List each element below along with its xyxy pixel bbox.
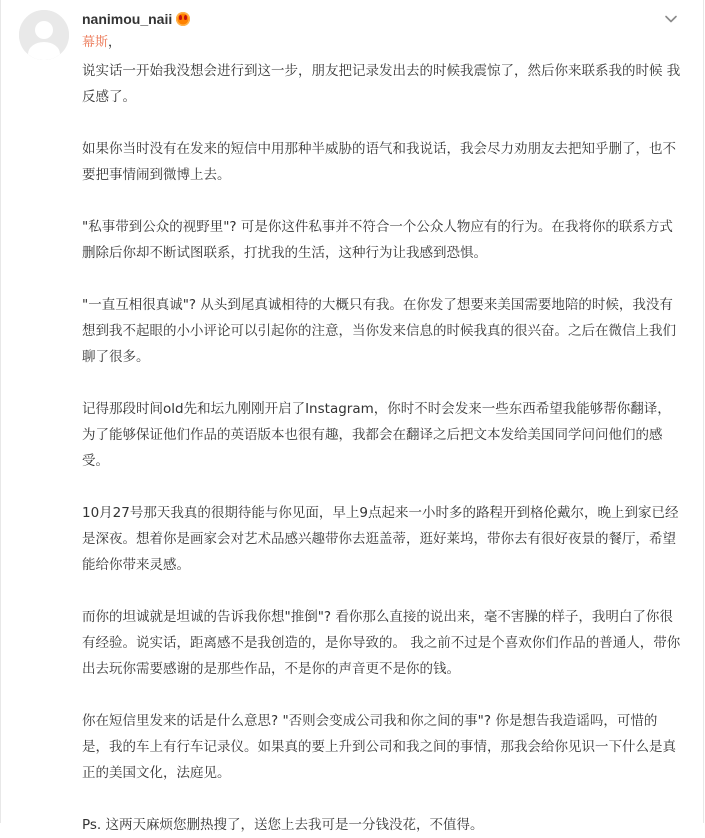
vip-crown-icon xyxy=(176,12,190,26)
comment-paragraph: 而你的坦诚就是坦诚的告诉我你想"推倒"? 看你那么直接的说出来，毫不害臊的样子，我明白了你很有经验。说实话，距离感不是我创造的，是你导致的。 我之前不过是个喜欢你们作品的普通人，带你出去玩你需要感谢的是那些作品，不是你的声音更不是你的钱。 xyxy=(82,609,681,677)
comment-body xyxy=(82,58,682,838)
comment-paragraph: 10月27号那天我真的很期待能与你见面，早上9点起来一小时多的路程开到格伦戴尔，晚上到家已经是深夜。想着你是画家会对艺术品感兴趣带你去逛盖蒂，逛好莱坞，带你去有很好夜景的餐厅，希望能给你带来灵感。 xyxy=(82,505,679,573)
username-link[interactable]: nanimou_naii xyxy=(82,11,173,27)
comment-paragraph: "一直互相很真诚"? 从头到尾真诚相待的大概只有我。在你发了想要来美国需要地陪的时候，我没有想到我不起眼的小小评论可以引起你的注意，当你发来信息的时候我真的很兴奋。之后在微信上我们聊了很多。 xyxy=(82,297,676,365)
mention-separator: ， xyxy=(108,35,122,50)
avatar[interactable] xyxy=(19,10,69,60)
comment-paragraph: 记得那段时间old先和坛九刚刚开启了Instagram，你时不时会发来一些东西希望我能够帮你翻译，为了能够保证他们作品的英语版本也很有趣，我都会在翻译之后把文本发给美国同学问问他们的感受。 xyxy=(82,401,671,469)
user-info xyxy=(82,9,190,29)
comment-paragraph: Ps. 这两天麻烦您删热搜了，送您上去我可是一分钱没花，不值得。 xyxy=(82,817,484,833)
default-avatar-icon xyxy=(19,10,69,60)
comment-paragraph: 你在短信里发来的话是什么意思? "否则会变成公司我和你之间的事"? 你是想告我造谣吗，可惜的是，我的车上有行车记录仪。如果真的要上升到公司和我之间的事情，那我会给你见识一下什么是真正的美国文化，法庭见。 xyxy=(82,713,676,781)
mention-link[interactable]: 幕斯 xyxy=(82,35,109,50)
comment-paragraph: "私事带到公众的视野里"? 可是你这件私事并不符合一个公众人物应有的行为。在我将你的联系方式删除后你却不断试图联系，打扰我的生活，这种行为让我感到恐惧。 xyxy=(82,219,673,261)
comment-paragraph: 如果你当时没有在发来的短信中用那种半威胁的语气和我说话，我会尽力劝朋友去把知乎删了，也不要把事情闹到微博上去。 xyxy=(82,141,676,183)
chevron-down-icon[interactable] xyxy=(663,11,679,27)
comment-paragraph: 说实话一开始我没想会进行到这一步，朋友把记录发出去的时候我震惊了，然后你来联系我的时候 我反感了。 xyxy=(82,63,681,105)
reply-mention xyxy=(82,33,121,53)
